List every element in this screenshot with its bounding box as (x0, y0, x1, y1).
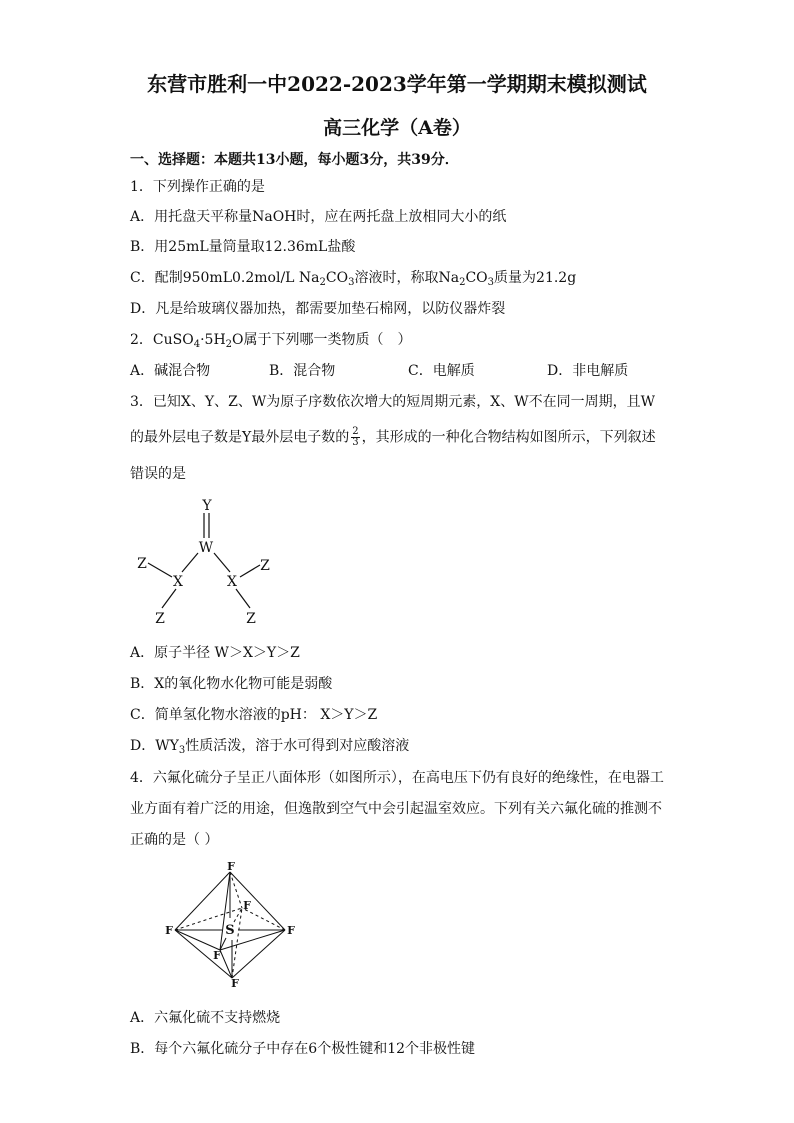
bond-line (214, 553, 230, 572)
fraction-denominator: 3 (352, 437, 359, 448)
atom-f-right: F (287, 924, 295, 937)
section-heading: 一、选择题：本题共13小题，每小题3分，共39分． (130, 152, 459, 168)
question-2-options (130, 361, 670, 381)
atom-z: Z (155, 611, 165, 627)
question-3-option-b: B．X的氧化物水化物可能是弱酸 (130, 676, 333, 692)
atom-x-left: X (173, 574, 183, 590)
text-run: 的最外层电子数是Y最外层电子数的 (130, 429, 350, 446)
atom-x-right: X (227, 574, 237, 590)
atom-f-front: F (213, 949, 221, 962)
question-4-option-b: B．每个六氟化硫分子中存在6个极性键和12个非极性键 (130, 1041, 476, 1057)
edge-line (232, 930, 285, 978)
edge-line (175, 872, 230, 930)
question-4-stem-line-1: 4．六氟化硫分子呈正八面体形（如图所示），在高电压下仍有良好的绝缘性，在电器工 (130, 770, 664, 786)
subscript: 3 (178, 745, 186, 756)
atom-f-top: F (227, 860, 235, 873)
edge-line (175, 930, 232, 978)
question-3-option-c: C．简单氢化物水溶液的pH： X＞Y＞Z (130, 707, 378, 723)
page-subtitle: 高三化学（A卷） (323, 117, 471, 139)
question-1-stem: 1．下列操作正确的是 (130, 179, 265, 195)
subscript: 4 (193, 339, 201, 350)
subscript: 2 (225, 339, 233, 350)
question-3-stem-line-1: 3．已知X、Y、Z、W为原子序数依次增大的短周期元素，X、W不在同一周期，且W (130, 394, 655, 410)
bond-line (148, 563, 172, 577)
question-4-stem-line-3: 正确的是（ ） (130, 832, 219, 848)
text-run: CO (325, 270, 349, 286)
question-2-option-d: D．非电解质 (547, 363, 629, 379)
question-2-option-c: C．电解质 (408, 363, 475, 379)
text-run: ，其形成的一种化合物结构如图所示，下列叙述 (361, 429, 656, 446)
edge-line (175, 930, 220, 950)
question-3-option-d (130, 736, 670, 756)
structure-diagram-q3 (130, 495, 300, 630)
question-1-option-d: D．凡是给玻璃仪器加热，都需要加垫石棉网，以防仪器炸裂 (130, 301, 506, 317)
question-1-option-a: A．用托盘天平称量NaOH时，应在两托盘上放相同大小的纸 (130, 209, 507, 225)
text-run: C．配制950mL0.2mol/L Na (130, 270, 320, 286)
atom-f-back: F (243, 899, 251, 912)
question-3-stem-line-3: 错误的是 (130, 466, 186, 482)
dashed-bond (234, 908, 242, 922)
atom-f-bottom: F (231, 977, 239, 990)
question-2-option-a: A．碱混合物 (130, 363, 211, 379)
question-2-option-b: B．混合物 (269, 363, 336, 379)
subscript: 3 (348, 277, 355, 288)
page-title: 东营市胜利一中2022-2023学年第一学期期末模拟测试 (147, 72, 647, 96)
text-run: CO (465, 270, 488, 286)
bond-line (240, 565, 260, 577)
subscript: 2 (319, 277, 326, 288)
question-2-stem (130, 330, 670, 350)
text-run: 2．CuSO (130, 332, 194, 348)
bond-line (236, 589, 250, 608)
atom-z: Z (137, 556, 147, 572)
atom-y: Y (202, 498, 212, 514)
subscript: 3 (487, 277, 495, 288)
text-run: 质量为21.2g (494, 270, 577, 286)
question-3-option-a: A．原子半径 W＞X＞Y＞Z (130, 645, 300, 661)
edge-line (220, 872, 230, 950)
atom-w: W (198, 540, 214, 556)
subscript: 2 (459, 277, 466, 288)
bond-line (182, 553, 198, 572)
atom-z: Z (260, 558, 270, 574)
question-1-option-c (130, 268, 670, 288)
dashed-edge (230, 872, 242, 908)
text-run: 溶液时，称取Na (354, 270, 460, 286)
question-1-option-b: B．用25mL量筒量取12.36mL盐酸 (130, 239, 356, 255)
text-run: 性质活泼，溶于水可得到对应酸溶液 (185, 738, 410, 754)
fraction-numerator: 2 (352, 426, 359, 437)
fraction (351, 427, 359, 448)
octahedron-diagram-q4 (160, 860, 300, 990)
edge-line (230, 872, 285, 930)
text-run: D．WY (130, 738, 179, 754)
question-3-stem-line-2 (130, 427, 670, 448)
text-run: ·5H (200, 332, 226, 348)
atom-s-center: S (225, 923, 235, 938)
edge-line (220, 950, 232, 978)
dashed-edge (232, 908, 242, 978)
question-4-option-a: A．六氟化硫不支持燃烧 (130, 1010, 281, 1026)
bond-line (162, 589, 176, 608)
atom-f-left: F (165, 924, 173, 937)
text-run: O属于下列哪一类物质（ ） (232, 332, 412, 348)
question-4-stem-line-2: 业方面有着广泛的用途，但逸散到空气中会引起温室效应。下列有关六氟化硫的推测不 (130, 801, 662, 817)
atom-z: Z (246, 611, 256, 627)
